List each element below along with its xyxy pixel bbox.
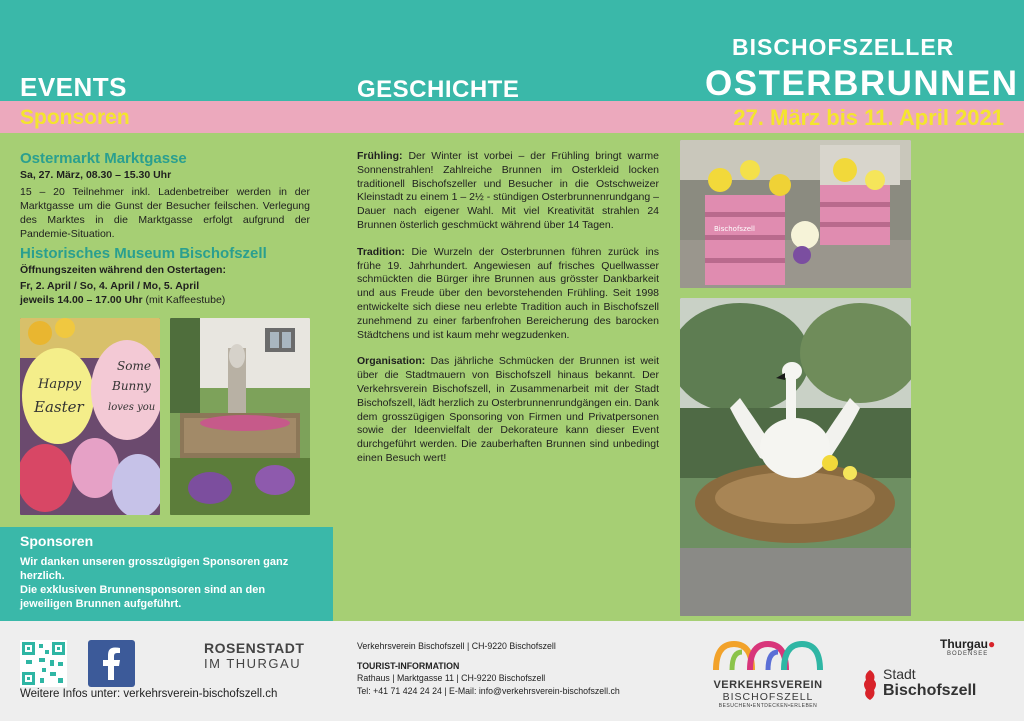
history-paragraph-tradition <box>357 246 659 343</box>
easter-eggs-photo <box>20 318 160 515</box>
qr-code[interactable] <box>20 640 67 687</box>
egg-text-some: Some <box>117 359 151 373</box>
stadt-logo <box>883 666 976 700</box>
facebook-icon[interactable] <box>88 640 135 687</box>
museum-times: jeweils 14.00 – 17.00 Uhr <box>20 294 143 306</box>
museum-title: Historisches Museum Bischofszell <box>20 245 267 262</box>
crate-text: Bischofszell <box>714 225 755 233</box>
sponsors-box <box>0 527 333 621</box>
footer-org-line: Verkehrsverein Bischofszell | CH-9220 Bischofszell <box>357 641 556 651</box>
stadt-crest-icon <box>860 668 880 702</box>
rosenstadt-line-2: IM THURGAU <box>204 656 302 671</box>
history-column <box>357 150 659 479</box>
history-tradition-lead: Tradition: <box>357 245 405 258</box>
thurgau-line-1 <box>940 637 995 651</box>
stadt-line-2: Bischofszell <box>883 682 977 699</box>
history-tradition-text: Die Wurzeln der Osterbrunnen führen zurück ins frühe 19. Jahrhundert. Angewiesen auf frisches Quellwasser schmückten die Bürger ihre Brunnen aus grösster Dankbarkeit und aus Freude über den bevorstehenden Frühling. Seit 1998 entwickelte sich diese neu erlebte Tradition auch in Bischofszell zunehmend zu einer farbenfrohen Bereicherung des barocken Städtchens und ist kaum mehr wegzudenken. <box>357 245 659 341</box>
events-column <box>20 150 310 307</box>
crates-fountain-photo <box>680 140 911 288</box>
verkehrsverein-arcs-icon <box>712 640 824 672</box>
egg-text-happy: Happy <box>38 377 82 392</box>
history-organisation-text: Das jährliche Schmücken der Brunnen ist weit über die Stadtmauern von Bischofszell hinaus bekannt. Der Verkehrsverein Bischofszell, in Zusammenarbeit mit der Stadt Bischofszell, lädt herzlich zu Osterbrunnenrundgängen ein. Dank dem grosszügigen Sponsoring von Firmen und Privatpersonen sowie der Ideenvielfalt der Dekorateure kann dieser Event durchgeführt werden. Die zauberhaften Brunnen sind unbedingt einen Besuch wert! <box>357 355 659 464</box>
history-organisation-lead: Organisation: <box>357 355 426 368</box>
thurgau-name: Thurgau <box>940 637 988 651</box>
museum-times-row <box>20 293 310 307</box>
history-paragraph-spring <box>357 150 659 233</box>
markt-when: Sa, 27. März, 08.30 – 15.30 Uhr <box>20 169 172 181</box>
thurgau-logo <box>940 637 995 657</box>
stadt-line-1: Stadt <box>883 666 916 682</box>
sponsors-line-2: Die exklusiven Brunnensponsoren sind an den jeweiligen Brunnen aufgeführt. <box>20 584 266 610</box>
history-spring-lead: Frühling: <box>357 150 403 162</box>
header-geschichte-title[interactable]: GESCHICHTE <box>357 76 520 103</box>
brand-line-1: BISCHOFSZELLER <box>732 34 955 60</box>
history-spring-text: Der Winter ist vorbei – der Frühling bringt warme Sonnenstrahlen! Zahlreiche Brunnen im Osterkleid locken traditionell Bischofszeller und Besucher in die Ostschweizer Kleinstadt zu einem 1 – 2½ - stündigen Osterbrunnenrundgang – Dauer nach eigener Wahl. Mit viel Kreativität strahlen 24 Brunnen österlich geschmückt während über 14 Tagen. <box>357 150 659 231</box>
header-events-title[interactable]: EVENTS <box>20 72 128 102</box>
verkehrsverein-line-2: BISCHOFSZELL <box>722 691 814 703</box>
sponsors-line-1: Wir danken unseren grosszügigen Sponsoren ganz herzlich. <box>20 556 289 582</box>
footer-contact <box>357 640 677 697</box>
verkehrsverein-line-1: VERKEHRSVEREIN <box>713 679 823 691</box>
sponsoren-link[interactable]: Sponsoren <box>20 106 130 129</box>
museum-dates: Fr, 2. April / So, 4. April / Mo, 5. April <box>20 280 200 292</box>
egg-text-loves: loves you <box>108 402 156 413</box>
tourist-info-title: TOURIST-INFORMATION <box>357 660 460 671</box>
markt-title: Ostermarkt Marktgasse <box>20 150 187 167</box>
tourist-info-contact[interactable]: Tel: +41 71 424 24 24 | E-Mail: info@verkehrsverein-bischofszell.ch <box>357 685 620 696</box>
verkehrsverein-tagline: BESUCHEN•ENTDECKEN•ERLEBEN <box>718 703 818 709</box>
egg-text-easter: Easter <box>34 398 84 416</box>
thurgau-line-2: BODENSEE <box>946 651 989 657</box>
museum-hours-label: Öffnungszeiten während den Ostertagen: <box>20 264 226 276</box>
history-paragraph-organisation <box>357 355 659 465</box>
apple-icon: ● <box>988 637 996 651</box>
rosenstadt-logo <box>204 640 304 671</box>
museum-times-note: (mit Kaffeestube) <box>145 294 226 306</box>
tourist-info-address: Rathaus | Marktgasse 11 | CH-9220 Bischofszell <box>357 673 546 683</box>
museum-fountain-photo <box>170 318 310 515</box>
egg-text-bunny: Bunny <box>112 379 151 393</box>
event-dates: 27. März bis 11. April 2021 <box>733 105 1004 130</box>
rosenstadt-line-1: ROSENSTADT <box>204 640 305 656</box>
swan-nest-photo <box>680 298 911 616</box>
brand-line-2: OSTERBRUNNEN <box>705 64 1019 103</box>
website-link[interactable]: Weitere Infos unter: verkehrsverein-bischofszell.ch <box>20 688 278 700</box>
markt-desc: 15 – 20 Teilnehmer inkl. Ladenbetreiber werden in der Marktgasse um die Gunst der Besucher feilschen. Verlegung des Marktes in die Marktgasse erfolgt aufgrund der Pandemie-Situation. <box>20 186 310 240</box>
verkehrsverein-logo <box>703 640 833 709</box>
sponsors-title: Sponsoren <box>20 533 94 549</box>
